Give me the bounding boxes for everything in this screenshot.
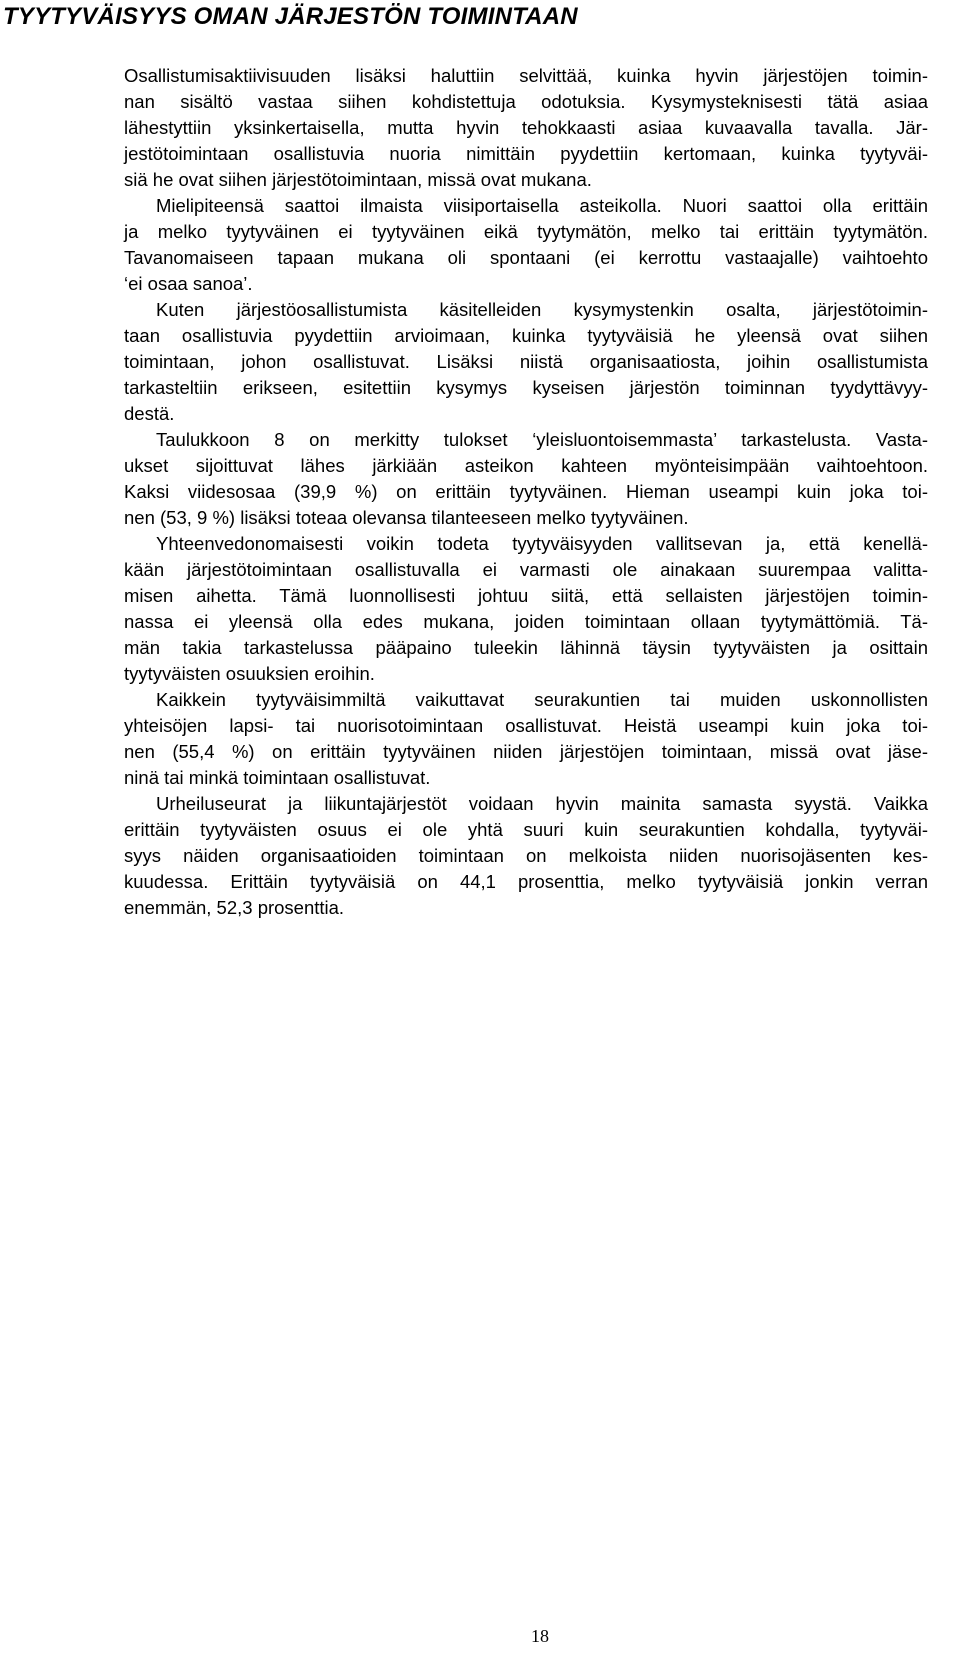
text-line: Kaikkein tyytyväisimmiltä vaikuttavat seurakuntien tai muiden uskonnollisten — [156, 689, 928, 710]
text-line: syys näiden organisaatioiden toimintaan on melkoista niiden nuorisojäsenten kes- — [124, 845, 928, 866]
text-line: lähestyttiin yksinkertaisella, mutta hyvin tehokkaasti asiaa kuvaavalla tavalla. Jär- — [124, 117, 928, 138]
text-line: kuudessa. Erittäin tyytyväisiä on 44,1 prosenttia, melko tyytyväisiä jonkin verran — [124, 871, 928, 892]
text-line: erittäin tyytyväisten osuus ei ole yhtä suuri kuin seurakuntien kohdalla, tyytyväi- — [124, 819, 928, 840]
text-line: tarkasteltiin erikseen, esitettiin kysymys kyseisen järjestön toiminnan tyydyttävyy- — [124, 377, 928, 398]
text-line: taan osallistuvia pyydettiin arvioimaan, kuinka tyytyväisiä he yleensä ovat siihen — [124, 325, 928, 346]
text-line: Mielipiteensä saattoi ilmaista viisiportaisella asteikolla. Nuori saattoi olla erittäin — [156, 195, 928, 216]
page-number: 18 — [531, 1626, 549, 1646]
page-heading: TYYTYVÄISYYS OMAN JÄRJESTÖN TOIMINTAAN — [3, 3, 578, 30]
text-line: ukset sijoittuvat lähes järkiään asteikon kahteen myönteisimpään vaihtoehtoon. — [124, 455, 928, 476]
text-line: Urheiluseurat ja liikuntajärjestöt voidaan hyvin mainita samasta syystä. Vaikka — [156, 793, 928, 814]
text-line: nen (53, 9 %) lisäksi toteaa olevansa tilanteeseen melko tyytyväinen. — [124, 507, 689, 528]
text-line: kään järjestötoimintaan osallistuvalla ei varmasti ole ainakaan suurempaa valitta- — [124, 559, 928, 580]
text-line: Kuten järjestöosallistumista käsitelleiden kysymystenkin osalta, järjestötoimin- — [156, 299, 928, 320]
text-line: nassa ei yleensä olla edes mukana, joiden toimintaan ollaan tyytymättömiä. Tä- — [124, 611, 928, 632]
text-line: ja melko tyytyväinen ei tyytyväinen eikä tyytymätön, melko tai erittäin tyytymätön. — [124, 221, 928, 242]
text-line: jestötoimintaan osallistuvia nuoria nimittäin pyydettiin kertomaan, kuinka tyytyväi- — [124, 143, 928, 164]
body-text — [124, 63, 928, 921]
text-line: nan sisältö vastaa siihen kohdistettuja odotuksia. Kysymysteknisesti tätä asiaa — [124, 91, 928, 112]
text-line: Tavanomaiseen tapaan mukana oli spontaani (ei kerrottu vastaajalle) vaihtoehto — [124, 247, 928, 268]
text-line: yhteisöjen lapsi- tai nuorisotoimintaan osallistuvat. Heistä useampi kuin joka toi- — [124, 715, 928, 736]
text-line: enemmän, 52,3 prosenttia. — [124, 897, 345, 918]
text-line: Taulukkoon 8 on merkitty tulokset ‘yleisluontoisemmasta’ tarkastelusta. Vasta- — [156, 429, 928, 450]
text-line: toimintaan, johon osallistuvat. Lisäksi niistä organisaatiosta, joihin osallistumista — [124, 351, 928, 372]
text-line: tyytyväisten osuuksien eroihin. — [124, 663, 375, 684]
text-line: siä he ovat siihen järjestötoimintaan, missä ovat mukana. — [124, 169, 592, 190]
text-line: Osallistumisaktiivisuuden lisäksi haluttiin selvittää, kuinka hyvin järjestöjen toimin- — [124, 65, 928, 86]
text-line: destä. — [124, 403, 175, 424]
text-line: Kaksi viidesosaa (39,9 %) on erittäin tyytyväinen. Hieman useampi kuin joka toi- — [124, 481, 928, 502]
text-line: män takia tarkastelussa pääpaino tuleekin lähinnä täysin tyytyväisten ja osittain — [124, 637, 928, 658]
text-line: Yhteenvedonomaisesti voikin todeta tyytyväisyyden vallitsevan ja, että kenellä- — [156, 533, 928, 554]
text-line: misen aihetta. Tämä luonnollisesti johtuu siitä, että sellaisten järjestöjen toimin- — [124, 585, 928, 606]
text-line: ninä tai minkä toimintaan osallistuvat. — [124, 767, 431, 788]
text-line: nen (55,4 %) on erittäin tyytyväinen niiden järjestöjen toimintaan, missä ovat jäse- — [124, 741, 928, 762]
text-line: ‘ei osaa sanoa’. — [124, 273, 253, 294]
